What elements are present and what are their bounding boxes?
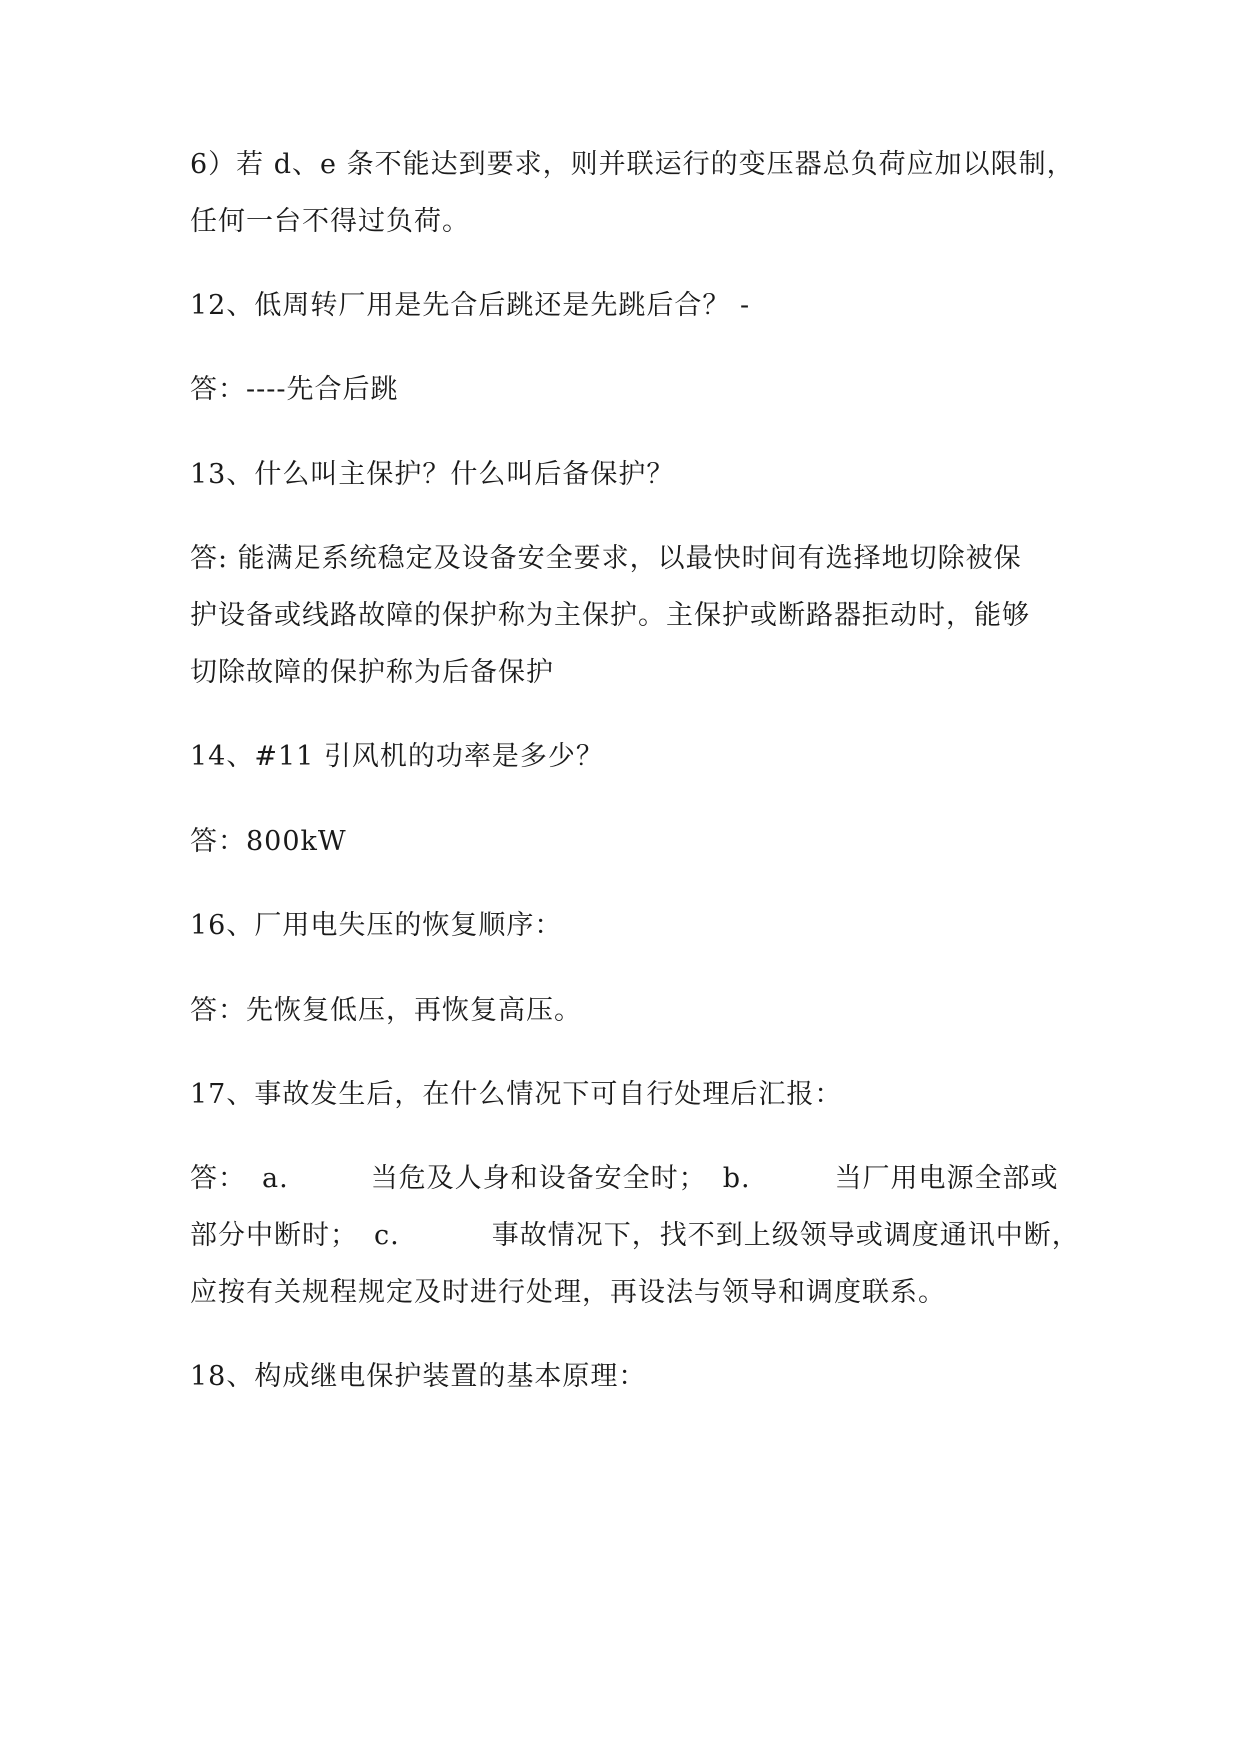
answer-17-item-b-label: b. [722,1163,751,1194]
answer-17-line-1 [190,1161,1059,1197]
answer-13-line-2: 护设备或线路故障的保护称为主保护。主保护或断路器拒动时，能够 [190,600,1030,631]
answer-17-line-2 [190,1218,1080,1254]
answer-item-6-line-1: 6）若 d、e 条不能达到要求，则并联运行的变压器总负荷应加以限制， [190,149,1075,180]
answer-17-line-3: 应按有关规程规定及时进行处理，再设法与领导和调度联系。 [190,1277,946,1308]
question-18: 18、构成继电保护装置的基本原理： [190,1361,647,1392]
answer-17-item-a-text: 当危及人身和设备安全时； [370,1163,707,1194]
question-14: 14、#11 引风机的功率是多少？ [190,741,604,772]
answer-16: 答：先恢复低压，再恢复高压。 [190,995,582,1026]
answer-12: 答：----先合后跳 [190,374,399,405]
question-16: 16、厂用电失压的恢复顺序： [190,910,563,941]
question-17: 17、事故发生后，在什么情况下可自行处理后汇报： [190,1079,843,1110]
answer-13-line-1: 答: 能满足系统稳定及设备安全要求，以最快时间有选择地切除被保 [190,543,1022,574]
answer-17-item-b-text: 当厂用电源全部或 [834,1163,1059,1194]
answer-17-prefix: 答： [190,1163,246,1194]
question-13: 13、什么叫主保护？什么叫后备保护？ [190,459,675,490]
answer-14: 答：800kW [190,826,347,857]
answer-17-item-c-label: c. [374,1220,400,1251]
answer-17-item-a-label: a. [262,1163,289,1194]
answer-17-item-c-text: 事故情况下，找不到上级领导或调度通讯中断， [491,1220,1080,1251]
answer-13-line-3: 切除故障的保护称为后备保护 [190,657,554,688]
question-12: 12、低周转厂用是先合后跳还是先跳后合？ - [190,290,751,321]
answer-item-6-line-2: 任何一台不得过负荷。 [190,206,470,237]
answer-17-line-2-text: 部分中断时； [190,1220,358,1251]
